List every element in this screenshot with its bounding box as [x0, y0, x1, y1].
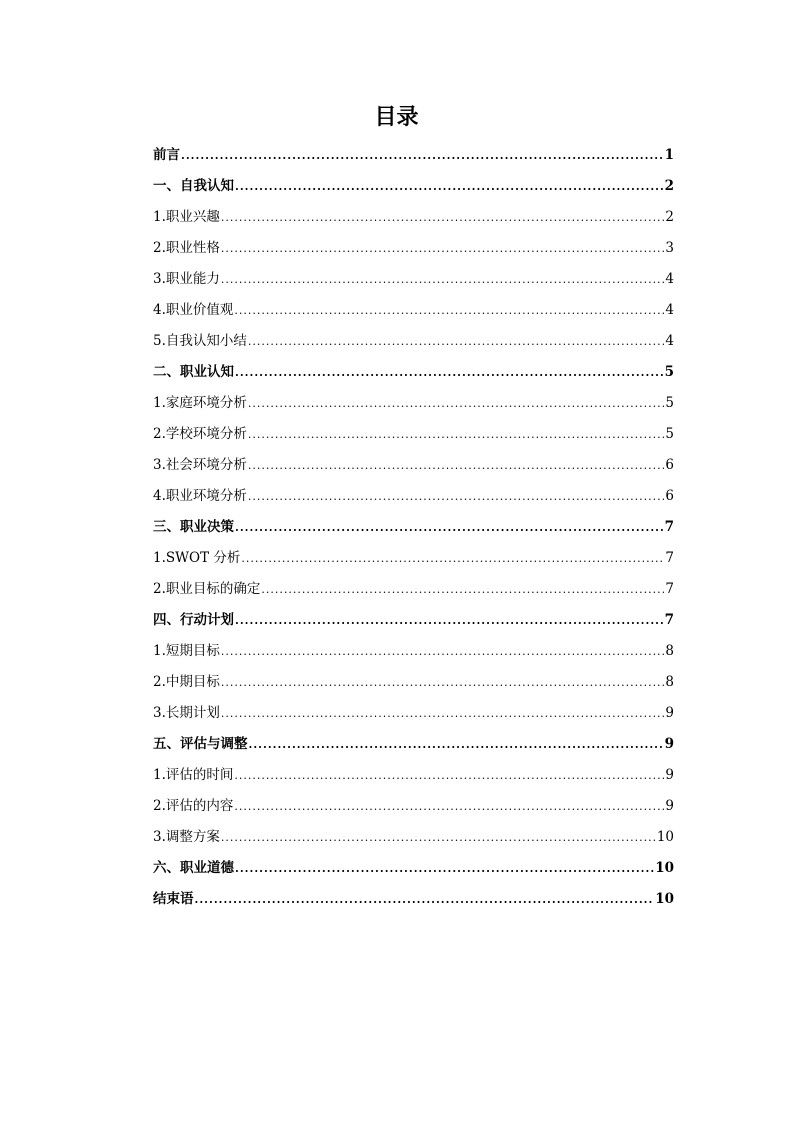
toc-entry-label: 3.职业能力: [153, 271, 220, 287]
toc-dot-leader: [235, 514, 664, 542]
toc-page-number: 2: [665, 209, 674, 225]
toc-entry[interactable]: [153, 172, 674, 203]
toc-dot-leader: [234, 762, 664, 790]
toc-entry[interactable]: [153, 544, 674, 575]
toc-entry[interactable]: [153, 792, 674, 823]
toc-entry[interactable]: [153, 265, 674, 296]
toc-page-number: 7: [665, 550, 674, 566]
toc-entry[interactable]: [153, 513, 674, 544]
toc-entry[interactable]: [153, 296, 674, 327]
toc-entry-label: 四、行动计划: [153, 612, 234, 628]
toc-entry[interactable]: [153, 823, 674, 854]
toc-entry-label: 六、职业道德: [153, 860, 234, 876]
toc-entry-label: 2.评估的内容: [153, 798, 234, 814]
toc-entry[interactable]: [153, 389, 674, 420]
toc-dot-leader: [261, 576, 664, 604]
toc-entry-label: 5.自我认知小结: [153, 333, 247, 349]
toc-entry-label: 1.职业兴趣: [153, 209, 220, 225]
toc-dot-leader: [248, 421, 665, 449]
toc-dot-leader: [235, 359, 664, 387]
toc-entry[interactable]: [153, 327, 674, 358]
toc-entry[interactable]: [153, 141, 674, 172]
toc-entry[interactable]: [153, 234, 674, 265]
toc-page-number: 5: [665, 426, 674, 442]
toc-page-number: 5: [664, 364, 674, 380]
toc-page-number: 4: [665, 333, 674, 349]
toc-entry[interactable]: [153, 575, 674, 606]
toc-page-number: 9: [665, 767, 674, 783]
toc-entry-label: 2.中期目标: [153, 674, 220, 690]
toc-entry-label: 2.职业性格: [153, 240, 220, 256]
toc-page-number: 10: [655, 860, 674, 876]
toc-entry[interactable]: [153, 482, 674, 513]
toc-page-number: 5: [665, 395, 674, 411]
toc-dot-leader: [181, 142, 664, 170]
toc-dot-leader: [195, 886, 655, 914]
toc-page-number: 1: [664, 147, 674, 163]
toc-title: 目录: [374, 104, 419, 130]
toc-entry-label: 二、职业认知: [153, 364, 234, 380]
toc-dot-leader: [235, 607, 664, 635]
toc-dot-leader: [234, 297, 664, 325]
toc-entry-label: 3.调整方案: [153, 829, 220, 845]
toc-entry[interactable]: [153, 699, 674, 730]
toc-dot-leader: [248, 452, 665, 480]
toc-dot-leader: [221, 266, 665, 294]
toc-entry-label: 2.职业目标的确定: [153, 581, 261, 597]
toc-entry[interactable]: [153, 668, 674, 699]
toc-page-number: 9: [665, 798, 674, 814]
toc-dot-leader: [221, 204, 665, 232]
toc-dot-leader: [221, 235, 665, 263]
toc-entry-label: 3.长期计划: [153, 705, 220, 721]
toc-dot-leader: [248, 483, 665, 511]
toc-dot-leader: [221, 700, 665, 728]
toc-dot-leader: [235, 173, 664, 201]
toc-entry[interactable]: [153, 637, 674, 668]
toc-entry[interactable]: [153, 761, 674, 792]
toc-dot-leader: [241, 545, 664, 573]
toc-dot-leader: [221, 669, 665, 697]
toc-entry[interactable]: [153, 420, 674, 451]
toc-page-number: 8: [665, 643, 674, 659]
toc-entry-label: 2.学校环境分析: [153, 426, 247, 442]
toc-page-number: 10: [656, 829, 674, 845]
toc-dot-leader: [249, 731, 664, 759]
toc-entry[interactable]: [153, 730, 674, 761]
toc-entry[interactable]: [153, 203, 674, 234]
toc-entry[interactable]: [153, 885, 674, 916]
toc-entry-label: 4.职业价值观: [153, 302, 234, 318]
toc-page-number: 10: [655, 891, 674, 907]
toc-page-number: 9: [665, 705, 674, 721]
toc-entry[interactable]: [153, 358, 674, 389]
toc-dot-leader: [248, 328, 665, 356]
toc-dot-leader: [221, 824, 656, 852]
toc-entry-label: 五、评估与调整: [153, 736, 248, 752]
toc-page-number: 2: [664, 178, 674, 194]
toc-page-number: 7: [664, 519, 674, 535]
toc-dot-leader: [235, 855, 654, 883]
toc-page-number: 6: [665, 488, 674, 504]
toc-dot-leader: [221, 638, 665, 666]
toc-page-number: 3: [665, 240, 674, 256]
toc-page-number: 4: [665, 271, 674, 287]
toc-entry-label: 3.社会环境分析: [153, 457, 247, 473]
toc-entry-label: 4.职业环境分析: [153, 488, 247, 504]
toc-page-number: 7: [665, 581, 674, 597]
toc-entry[interactable]: [153, 451, 674, 482]
toc-page-number: 9: [664, 736, 674, 752]
toc-entry-label: 1.家庭环境分析: [153, 395, 247, 411]
toc-entry-label: 1.评估的时间: [153, 767, 234, 783]
toc-entry[interactable]: [153, 854, 674, 885]
toc-entry[interactable]: [153, 606, 674, 637]
toc-page-number: 6: [665, 457, 674, 473]
toc-entry-label: 1.短期目标: [153, 643, 220, 659]
toc-dot-leader: [234, 793, 664, 821]
toc-entry-label: 前言: [153, 147, 180, 163]
toc-entry-label: 三、职业决策: [153, 519, 234, 535]
toc-page-number: 8: [665, 674, 674, 690]
toc-page-number: 4: [665, 302, 674, 318]
toc-dot-leader: [248, 390, 665, 418]
toc-page-number: 7: [664, 612, 674, 628]
toc-list: [153, 141, 674, 916]
toc-entry-label: 1.SWOT 分析: [153, 550, 241, 566]
toc-entry-label: 结束语: [153, 891, 194, 907]
toc-entry-label: 一、自我认知: [153, 178, 234, 194]
